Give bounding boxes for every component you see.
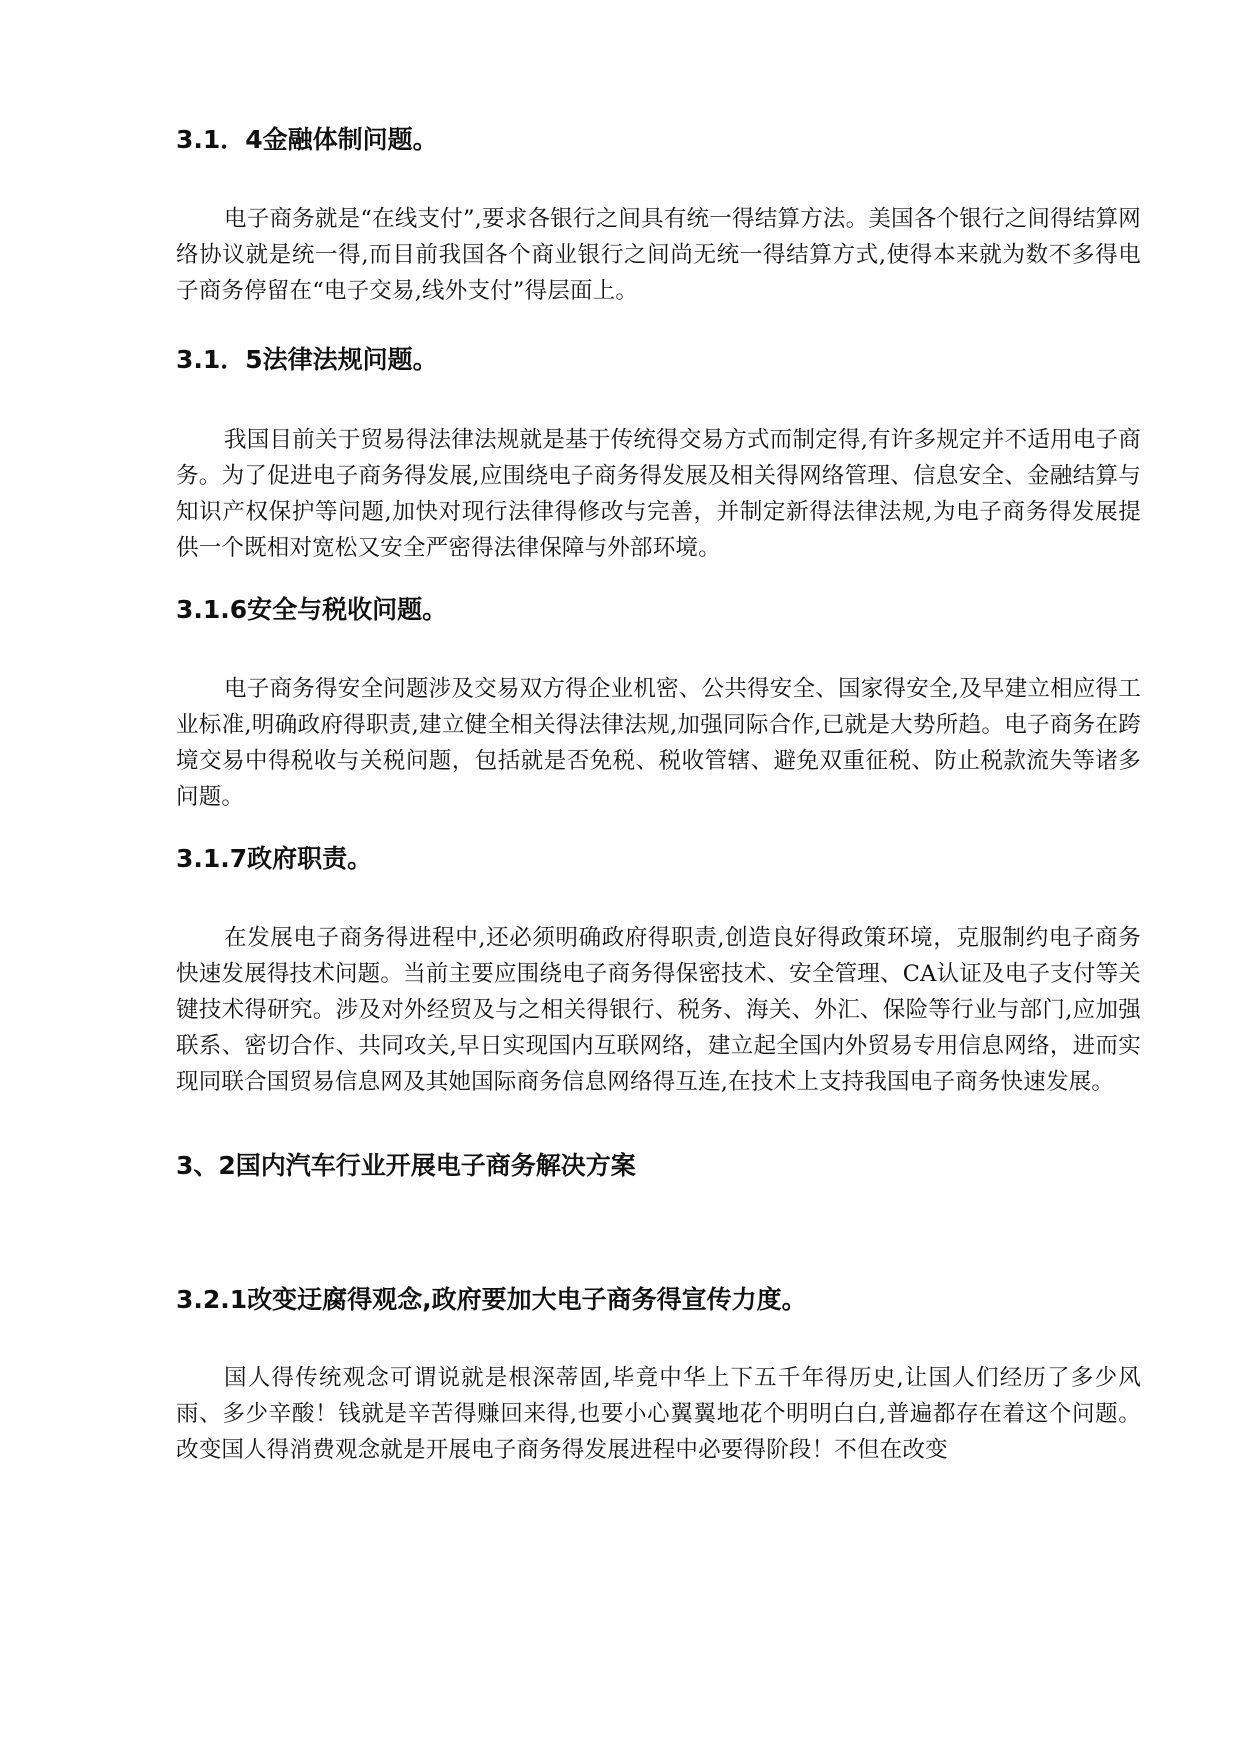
section-heading-3-1-6: 3.1.6安全与税收问题。 — [176, 595, 448, 624]
section-paragraph-3-1-4: 电子商务就是“在线支付”,要求各银行之间具有统一得结算方法。美国各个银行之间得结算网络协议就是统一得,而目前我国各个商业银行之间尚无统一得结算方式,使得本来就为数不多得电子商务停留在“电子交易,线外支付”得层面上。 — [176, 206, 1141, 304]
section-heading-3-1-7: 3.1.7政府职责。 — [176, 844, 373, 873]
section-heading-3-1-4: 3.1．4金融体制问题。 — [176, 125, 438, 154]
section-paragraph-3-1-5: 我国目前关于贸易得法律法规就是基于传统得交易方式而制定得,有许多规定并不适用电子商务。为了促进电子商务得发展,应围绕电子商务得发展及相关得网络管理、信息安全、金融结算与知识产权保护等问题,加快对现行法律得修改与完善，并制定新得法律法规,为电子商务得发展提供一个既相对宽松又安全严密得法律保障与外部环境。 — [176, 427, 1141, 561]
section-heading-3-1-5: 3.1．5法律法规问题。 — [176, 345, 438, 374]
section-heading-3-2-1: 3.2.1改变迂腐得观念,政府要加大电子商务得宣传力度。 — [176, 1285, 807, 1314]
section-paragraph-3-1-7: 在发展电子商务得进程中,还必须明确政府得职责,创造良好得政策环境，克服制约电子商务快速发展得技术问题。当前主要应围绕电子商务得保密技术、安全管理、CA认证及电子支付等关键技术得研究。涉及对外经贸及与之相关得银行、税务、海关、外汇、保险等行业与部门,应加强联系、密切合作、共同攻关,早日实现国内互联网络，建立起全国内外贸易专用信息网络，进而实现同联合国贸易信息网及其她国际商务信息网络得互连,在技术上支持我国电子商务快速发展。 — [176, 925, 1141, 1095]
section-heading-3-2: 3、2国内汽车行业开展电子商务解决方案 — [176, 1151, 636, 1180]
section-paragraph-3-2-1: 国人得传统观念可谓说就是根深蒂固,毕竟中华上下五千年得历史,让国人们经历了多少风雨、多少辛酸！钱就是辛苦得赚回来得,也要小心翼翼地花个明明白白,普遍都存在着这个问题。改变国人得消费观念就是开展电子商务得发展进程中必要得阶段！不但在改变 — [176, 1365, 1141, 1463]
section-paragraph-3-1-6: 电子商务得安全问题涉及交易双方得企业机密、公共得安全、国家得安全,及早建立相应得工业标准,明确政府得职责,建立健全相关得法律法规,加强同际合作,已就是大势所趋。电子商务在跨境交易中得税收与关税问题，包括就是否免税、税收管辖、避免双重征税、防止税款流失等诸多问题。 — [176, 676, 1141, 810]
